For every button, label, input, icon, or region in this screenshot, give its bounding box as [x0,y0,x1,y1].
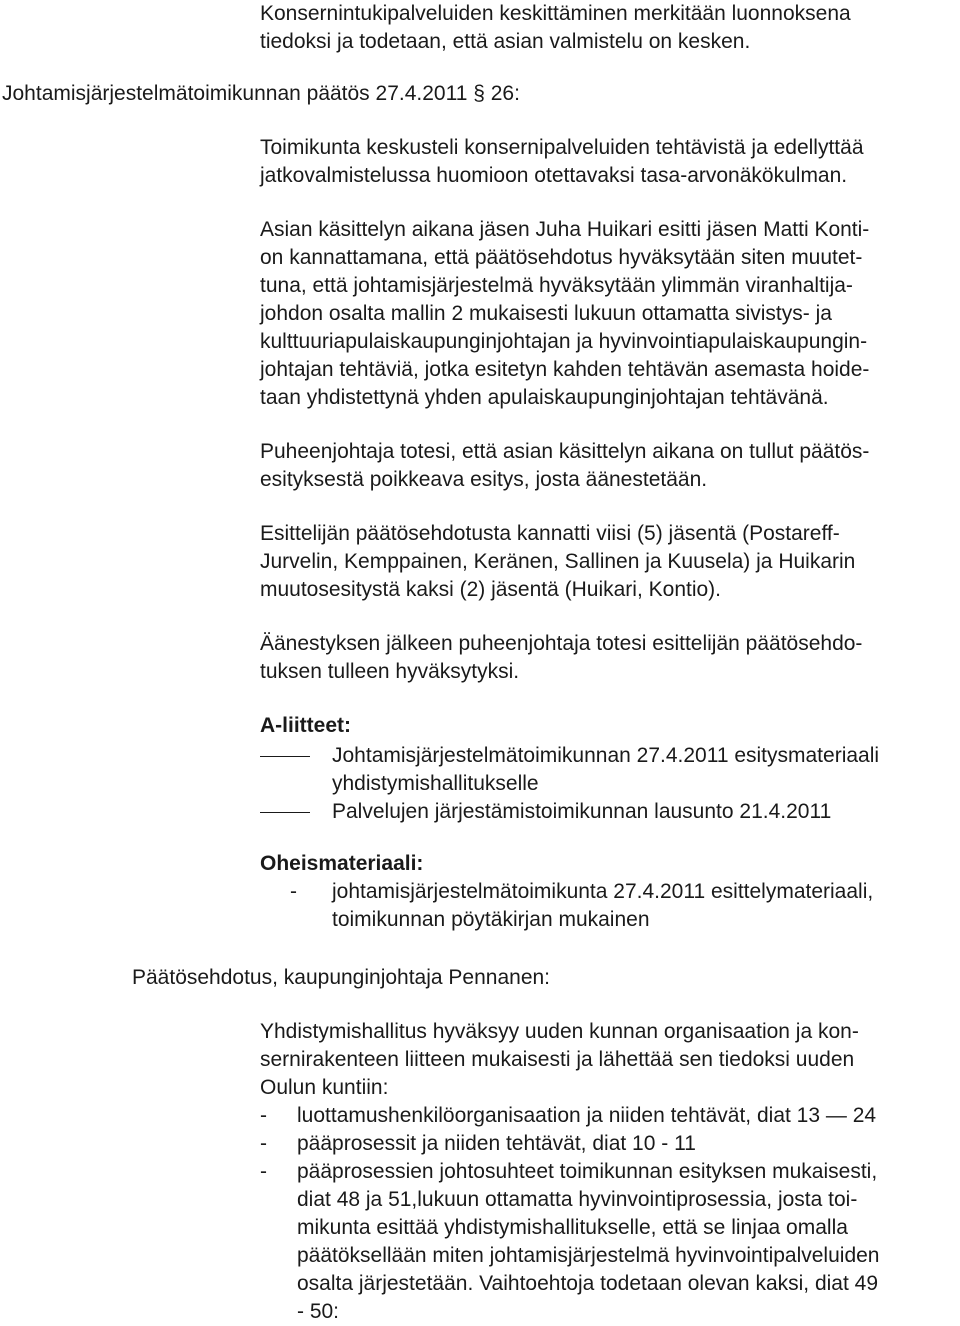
text-line: Jurvelin, Kemppainen, Keränen, Sallinen ja Kuusela) ja Huikarin [260,550,856,573]
dash-bullet-icon: - [260,1132,267,1155]
dash-bullet-icon [260,812,310,813]
text-line: toimikunnan pöytäkirjan mukainen [332,908,650,931]
text-line: Oulun kuntiin: [260,1076,389,1099]
text-line: jatkovalmistelussa huomioon otettavaksi tasa-arvonäkökulman. [260,164,848,187]
text-line: yhdistymishallitukselle [332,772,539,795]
text-line: Toimikunta keskusteli konsernipalveluiden tehtävistä ja edellyttää [260,136,864,159]
dash-bullet-icon: - [260,1104,267,1127]
chair-paragraph [260,438,950,494]
proposal-header-text: Päätösehdotus, kaupunginjohtaja Pennanen: [132,966,551,989]
text-line: tuksen tulleen hyväksytyksi. [260,660,520,683]
text-line: johdon osalta mallin 2 mukaisesti lukuun ottamatta sivistys- ja [260,302,832,325]
text-line: tuna, että johtamisjärjestelmä hyväksytään ylimmän viranhaltija- [260,274,853,297]
text-line: pääprosessien johtosuhteet toimikunnan esityksen mukaisesti, [297,1160,878,1183]
decision-reference-text: Johtamisjärjestelmätoimikunnan päätös 27.4.2011 § 26: [2,82,520,105]
appendices-section [260,712,950,826]
text-line: Yhdistymishallitus hyväksyy uuden kunnan organisaation ja kon- [260,1020,859,1043]
text-line: Palvelujen järjestämistoimikunnan lausunto 21.4.2011 [332,800,832,823]
text-line: johtajan tehtäviä, jotka esitetyn kahden tehtävän asemasta hoide- [260,358,870,381]
text-line: Konsernintukipalveluiden keskittäminen merkitään luonnoksena [260,2,851,25]
appendix-item [260,798,950,826]
proposal-item [260,1158,950,1326]
text-line: Äänestyksen jälkeen puheenjohtaja totesi esittelijän päätösehdo- [260,632,863,655]
dash-bullet-icon: - [290,880,297,903]
text-line: luottamushenkilöorganisaation ja niiden tehtävät, diat 13 — 24 [297,1104,877,1127]
presenter-vote-paragraph [260,520,950,604]
supplementary-heading: Oheismateriaali: [260,852,424,875]
dash-bullet-icon: - [260,1160,267,1183]
text-line: diat 48 ja 51,lukuun ottamatta hyvinvointiprosessia, josta toi- [297,1188,858,1211]
text-line: - 50: [297,1300,340,1323]
proposal-header [132,964,550,992]
proposal-section [260,1018,950,1326]
appendix-item [260,742,950,798]
text-line: kulttuuriapulaiskaupunginjohtajan ja hyvinvointiapulaiskaupungin- [260,330,868,353]
text-line: Asian käsittelyn aikana jäsen Juha Huikari esitti jäsen Matti Konti- [260,218,870,241]
text-line: Esittelijän päätösehdotusta kannatti viisi (5) jäsentä (Postareff- [260,522,840,545]
text-line: osalta järjestetään. Vaihtoehtoja todetaan olevan kaksi, diat 49 [297,1272,879,1295]
text-line: johtamisjärjestelmätoimikunta 27.4.2011 esittelymateriaali, [332,880,874,903]
text-line: sernirakenteen liitteen mukaisesti ja lähettää sen tiedoksi uuden [260,1048,855,1071]
proposal-item [260,1130,950,1158]
text-line: on kannattamana, että päätösehdotus hyväksytään siten muutet- [260,246,863,269]
decision-reference [2,80,520,108]
committee-paragraph [260,134,950,190]
text-line: Puheenjohtaja totesi, että asian käsittelyn aikana on tullut päätös- [260,440,870,463]
supplementary-item [260,878,950,934]
text-line: tiedoksi ja todetaan, että asian valmistelu on kesken. [260,30,751,53]
proposal-item [260,1102,950,1130]
text-line: taan yhdistettynä yhden apulaiskaupunginjohtajan tehtävänä. [260,386,829,409]
text-line: pääprosessit ja niiden tehtävät, diat 10 - 11 [297,1132,696,1155]
text-line: mikunta esittää yhdistymishallitukselle, että se linjaa omalla [297,1216,848,1239]
vote-result-paragraph [260,630,950,686]
handling-paragraph [260,216,950,412]
text-line: muutosesitystä kaksi (2) jäsentä (Huikari, Kontio). [260,578,722,601]
text-line: esityksestä poikkeava esitys, josta äänestetään. [260,468,708,491]
supplementary-section [260,850,950,934]
dash-bullet-icon [260,756,310,757]
intro-paragraph [260,0,950,56]
text-line: päätöksellään miten johtamisjärjestelmä hyvinvointipalveluiden [297,1244,880,1267]
appendices-heading: A-liitteet: [260,714,351,737]
text-line: Johtamisjärjestelmätoimikunnan 27.4.2011 esitysmateriaali [332,744,880,767]
